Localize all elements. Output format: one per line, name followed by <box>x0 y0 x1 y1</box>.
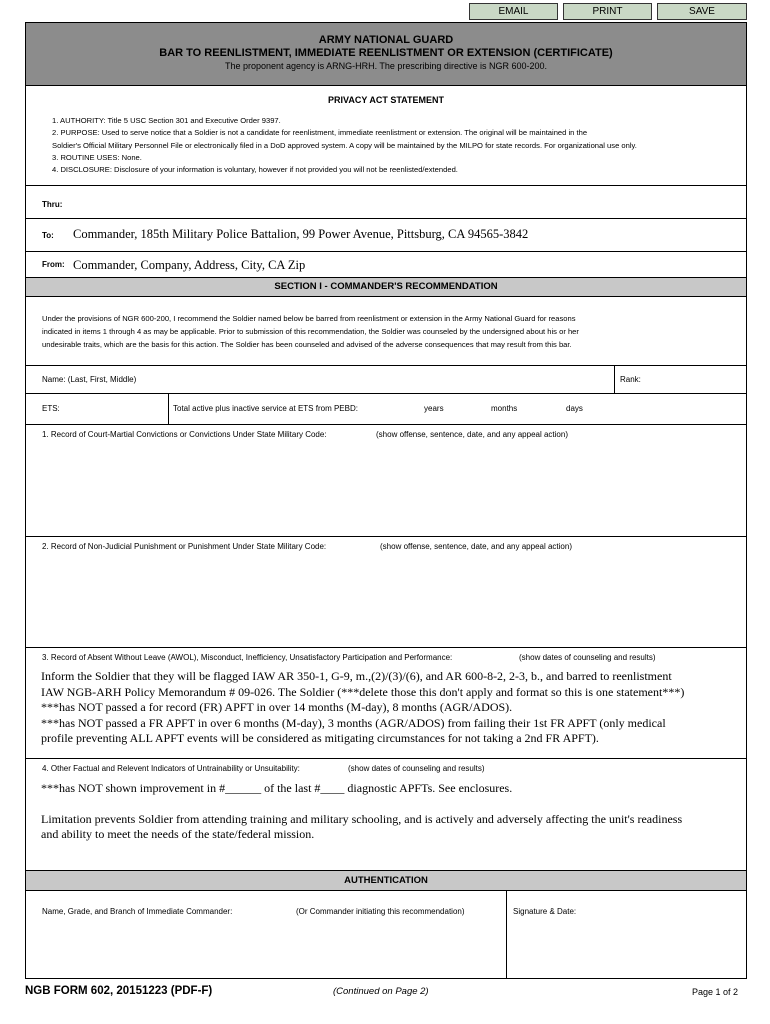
to-field[interactable]: Commander, 185th Military Police Battalion, 99 Power Avenue, Pittsburg, CA 94565-3842 <box>73 227 529 241</box>
name-label: Name: (Last, First, Middle) <box>42 375 137 384</box>
signature-date-field[interactable] <box>513 921 741 977</box>
form-body <box>25 22 747 979</box>
ets-label: ETS: <box>42 404 60 413</box>
item1-label: 1. Record of Court-Martial Convictions or Convictions Under State Military Code: <box>42 430 327 439</box>
privacy-title: PRIVACY ACT STATEMENT <box>327 95 444 105</box>
section1-title: SECTION I - COMMANDER'S RECOMMENDATION <box>26 278 746 296</box>
item3-label: 3. Record of Absent Without Leave (AWOL), Misconduct, Inefficiency, Unsatisfactory Participation and Performance: <box>42 653 453 662</box>
authentication-title: AUTHENTICATION <box>26 871 746 890</box>
from-label: From: <box>42 260 65 269</box>
form-id: NGB FORM 602, 20151223 (PDF-F) <box>25 985 213 997</box>
save-button[interactable]: SAVE <box>657 3 747 20</box>
item3-text-line: ***has NOT passed a for record (FR) APFT in over 14 months (M-day), 8 months (AGR/ADOS). <box>41 700 513 714</box>
ets-field[interactable] <box>66 396 166 418</box>
name-field[interactable] <box>42 367 612 389</box>
item3-text-line: Inform the Soldier that they will be flagged IAW AR 350-1, G-9, m.,(2)/(3)/(6), and AR 600-8-2, 2-3, b., and barred to reenlistment <box>41 669 672 683</box>
item4-text-line: Limitation prevents Soldier from attending training and military schooling, and is actively and adversely affecting the unit's readiness <box>41 811 683 826</box>
commander-name-label: Name, Grade, and Branch of Immediate Commander: <box>42 907 233 916</box>
rank-label: Rank: <box>620 375 641 384</box>
item2-field[interactable] <box>42 555 732 645</box>
item4-text-line: ***has NOT shown improvement in #______ of the last #____ diagnostic APFTs. See enclosures. <box>41 781 513 795</box>
item1-field[interactable] <box>42 443 732 535</box>
intro-line: undesirable traits, which are the basis for this action. The Soldier has been counseled and advised of the adverse consequences that may result from this bar. <box>42 339 572 349</box>
rank-field[interactable] <box>618 367 744 389</box>
commander-name-field[interactable] <box>42 921 502 977</box>
privacy-statement <box>52 115 742 176</box>
thru-label: Thru: <box>42 200 63 209</box>
item4-hint: (show dates of counseling and results) <box>348 764 485 773</box>
item2-label: 2. Record of Non-Judicial Punishment or Punishment Under State Military Code: <box>42 542 327 551</box>
days-label: days <box>566 404 583 413</box>
months-label: months <box>491 404 518 413</box>
item4-label: 4. Other Factual and Relevent Indicators of Untrainability or Unsuitability: <box>42 764 300 773</box>
form-subtitle: BAR TO REENLISTMENT, IMMEDIATE REENLISTMENT OR EXTENSION (CERTIFICATE) <box>159 47 613 59</box>
item4-text-line: and ability to meet the needs of the state/federal mission. <box>41 827 315 841</box>
form-header <box>26 23 746 85</box>
intro-line: Under the provisions of NGR 600-200, I recommend the Soldier named below be barred from reenlistment or extension in the Army National Guard for reasons <box>42 314 576 323</box>
item2-hint: (show offense, sentence, date, and any appeal action) <box>380 542 572 551</box>
item3-text-line: profile preventing ALL APFT events will be considered as mitigating circumstances for not taking a 2nd FR APFT). <box>41 731 599 745</box>
privacy-purpose-cont: Soldier's Official Military Personnel File or electronically filed in a DoD approved system. A copy will be maintained by the MILPO for state records. For organizational use only. <box>52 140 637 150</box>
print-button[interactable]: PRINT <box>563 3 652 20</box>
intro-line: indicated in items 1 through 4 as may be applicable. Prior to submission of this recommendation, the Soldier was counseled by the undersigned about his or her <box>42 326 579 336</box>
page-number: Page 1 of 2 <box>692 987 739 997</box>
item1-hint: (show offense, sentence, date, and any appeal action) <box>376 430 568 439</box>
privacy-authority: 1. AUTHORITY: Title 5 USC Section 301 and Executive Order 9397. <box>52 116 281 125</box>
item3-hint: (show dates of counseling and results) <box>519 653 656 662</box>
to-label: To: <box>42 231 54 240</box>
form-proponent-note: The proponent agency is ARNG-HRH. The prescribing directive is NGR 600-200. <box>225 61 547 71</box>
continued-note: (Continued on Page 2) <box>333 986 429 997</box>
item3-field[interactable] <box>41 669 741 747</box>
section1-intro <box>42 313 732 351</box>
privacy-routine-uses: 3. ROUTINE USES: None. <box>52 152 142 162</box>
from-field[interactable]: Commander, Company, Address, City, CA Zip <box>73 258 306 272</box>
service-label: Total active plus inactive service at ETS from PEBD: <box>173 404 358 413</box>
item4-field[interactable] <box>41 781 741 843</box>
years-label: years <box>424 404 444 413</box>
form-title: ARMY NATIONAL GUARD <box>318 34 454 46</box>
email-button[interactable]: EMAIL <box>469 3 558 20</box>
privacy-disclosure: 4. DISCLOSURE: Disclosure of your information is voluntary, however if not provided you will not be reenlisted/extended. <box>52 165 458 175</box>
commander-name-hint: (Or Commander initiating this recommendation) <box>296 907 465 916</box>
item3-text-line: ***has NOT passed a FR APFT in over 6 months (M-day), 3 months (AGR/ADOS) from failing their 1st FR APFT (only medical <box>41 715 666 730</box>
privacy-purpose: 2. PURPOSE: Used to serve notice that a Soldier is not a candidate for reenlistment, immediate reenlistment or extension. The original will be maintained in the <box>52 128 588 138</box>
item3-text-line: IAW NGB-ARH Policy Memorandum # 09-026. The Soldier (***delete those this don't apply and format so this is one statement***) <box>41 684 685 699</box>
signature-date-label: Signature & Date: <box>513 907 577 916</box>
thru-field[interactable] <box>86 193 726 215</box>
